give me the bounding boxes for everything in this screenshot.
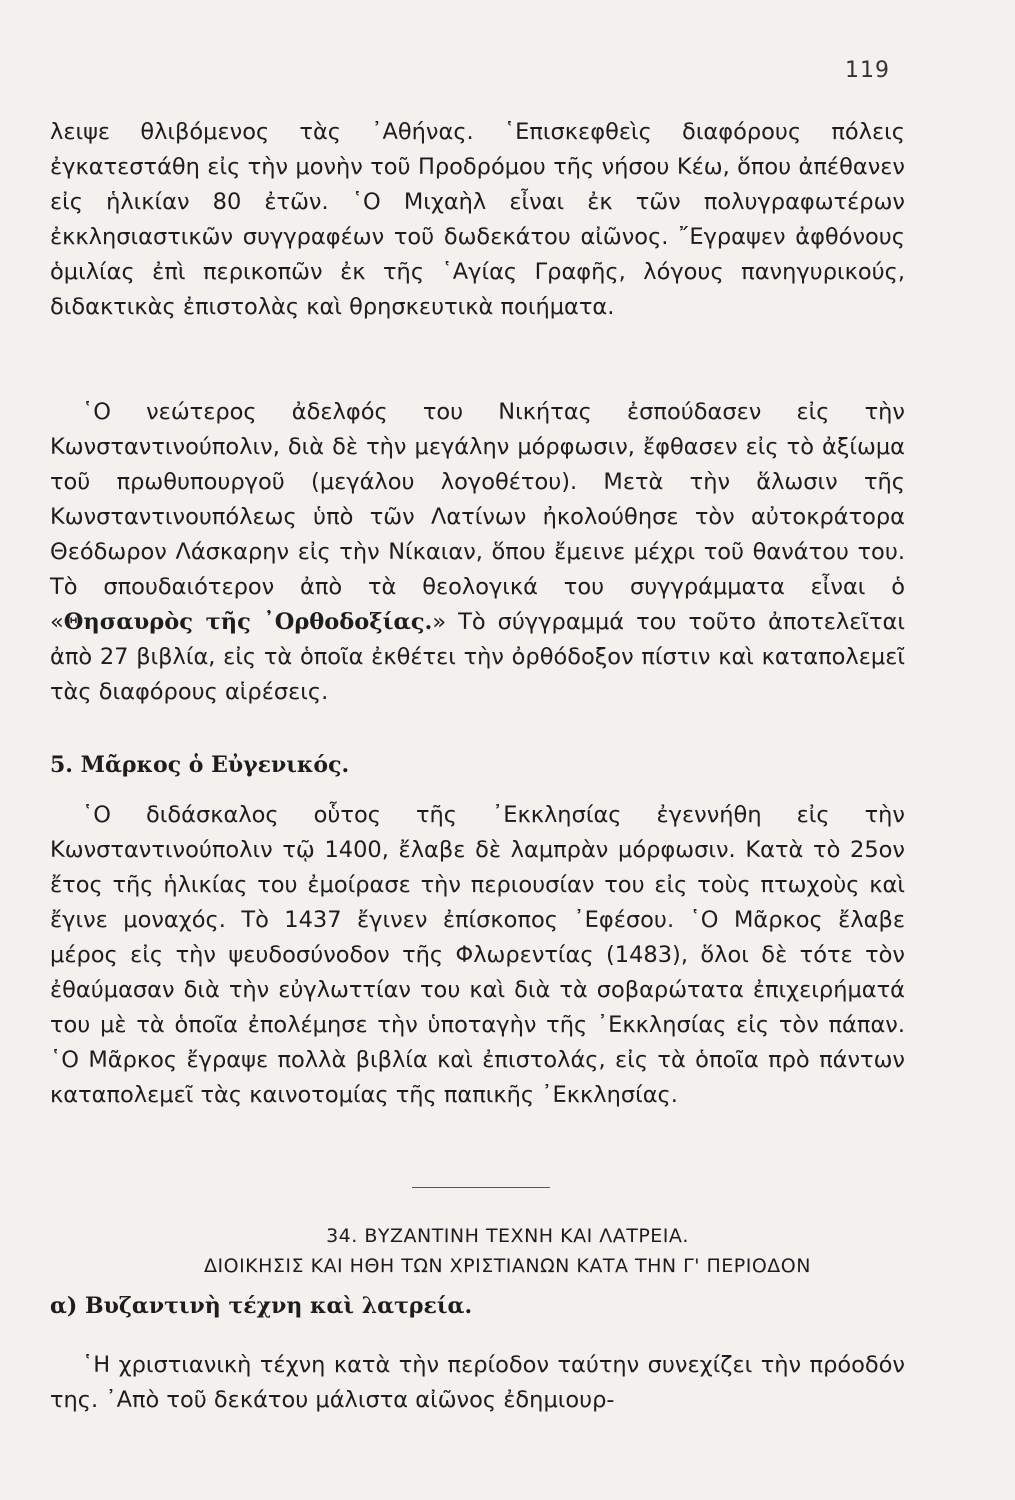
subheading-byzantine-art: α) Βυζαντινὴ τέχνη καὶ λατρεία.	[50, 1293, 473, 1319]
chapter-title-line-1: 34. ΒΥΖΑΝΤΙΝΗ ΤΕΧΝΗ ΚΑΙ ΛΑΤΡΕΙΑ.	[326, 1225, 689, 1247]
paragraph-3: ῾Ο διδάσκαλος οὗτος τῆς ᾿Εκκλησίας ἐγεννήθη εἰς τὴν Κωνσταντινούπολιν τῷ 1400, ἔλαβε δὲ λαμπρὰν μόρφωσιν. Κατὰ τὸ 25ον ἔτος τῆς ἡλικίας του ἐμοίρασε τὴν περιουσίαν του εἰς τοὺς πτωχοὺς καὶ ἔγινε μοναχός. Τὸ 1437 ἔγινεν ἐπίσκοπος ᾿Εφέσου. ῾Ο Μᾶρκος ἔλαβε μέρος εἰς τὴν ψευδοσύνοδον τῆς Φλωρεντίας (1483), ὅλοι δὲ τότε τὸν ἐθαύμασαν διὰ τὴν εὐγλωττίαν του καὶ διὰ τὰ σοβαρώτατα ἐπιχειρήματά του μὲ τὰ ὁποῖα ἐπολέμησε τὴν ὑποταγὴν τῆς ᾿Εκκλησίας εἰς τὸν πάπαν. ῾Ο Μᾶρκος ἔγραψε πολλὰ βιβλία καὶ ἐπιστολάς, εἰς τὰ ὁποῖα πρὸ πάντων καταπολεμεῖ τὰς καινοτομίας τῆς παπικῆς ᾿Εκκλησίας.	[50, 802, 905, 1108]
chapter-title-line-2: ΔΙΟΙΚΗΣΙΣ ΚΑΙ ΗΘΗ ΤΩΝ ΧΡΙΣΤΙΑΝΩΝ ΚΑΤΑ ΤΗΝ Γ' ΠΕΡΙΟΔΟΝ	[204, 1255, 811, 1277]
section-heading-markos: 5. Μᾶρκος ὁ Εὐγενικός.	[50, 752, 350, 778]
paragraph-4: ῾Η χριστιανικὴ τέχνη κατὰ τὴν περίοδον ταύτην συνεχίζει τὴν πρόοδόν της. ᾿Απὸ τοῦ δεκάτου μάλιστα αἰῶνος ἐδημιουρ-	[50, 1352, 905, 1413]
page-number: 119	[845, 58, 890, 83]
book-title-thesaurus: Θησαυρὸς τῆς ᾿Ορθοδοξίας.	[63, 609, 433, 635]
paragraph-2	[50, 395, 905, 710]
section-divider	[412, 1187, 550, 1188]
paragraph-1: λειψε θλιβόμενος τὰς ᾿Αθήνας. ῾Επισκεφθεὶς διαφόρους πόλεις ἐγκατεστάθη εἰς τὴν μονὴν τοῦ Προδρόμου τῆς νήσου Κέω, ὅπου ἀπέθανεν εἰς ἡλικίαν 80 ἐτῶν. ῾Ο Μιχαὴλ εἶναι ἐκ τῶν πολυγραφωτέρων ἐκκλησιαστικῶν συγγραφέων τοῦ δωδεκάτου αἰῶνος. ῎Εγραψεν ἀφθόνους ὁμιλίας ἐπὶ περικοπῶν ἐκ τῆς ῾Αγίας Γραφῆς, λόγους πανηγυρικούς, διδακτικὰς ἐπιστολὰς καὶ θρησκευτικὰ ποιήματα.	[50, 119, 905, 320]
paragraph-2-text-after: » Τὸ σύγγραμμά του τοῦτο ἀποτελεῖται ἀπὸ 27 βιβλία, εἰς τὰ ὁποῖα ἐκθέτει τὴν ὀρθόδοξον πίστιν καὶ καταπολεμεῖ τὰς διαφόρους αἱρέσεις.	[50, 609, 905, 705]
paragraph-2-text-before: ῾Ο νεώτερος ἀδελφός του Νικήτας ἐσπούδασεν εἰς τὴν Κωνσταντινούπολιν, διὰ δὲ τὴν μεγάλην μόρφωσιν, ἔφθασεν εἰς τὸ ἀξίωμα τοῦ πρωθυπουργοῦ (μεγάλου λογοθέτου). Μετὰ τὴν ἅλωσιν τῆς Κωνσταντινουπόλεως ὑπὸ τῶν Λατίνων ἠκολούθησε τὸν αὐτοκράτορα Θεόδωρον Λάσκαρην εἰς τὴν Νίκαιαν, ὅπου ἔμεινε μέχρι τοῦ θανάτου του. Τὸ σπουδαιότερον ἀπὸ τὰ θεολογικά του συγγράμματα εἶναι ὁ «	[50, 399, 905, 635]
